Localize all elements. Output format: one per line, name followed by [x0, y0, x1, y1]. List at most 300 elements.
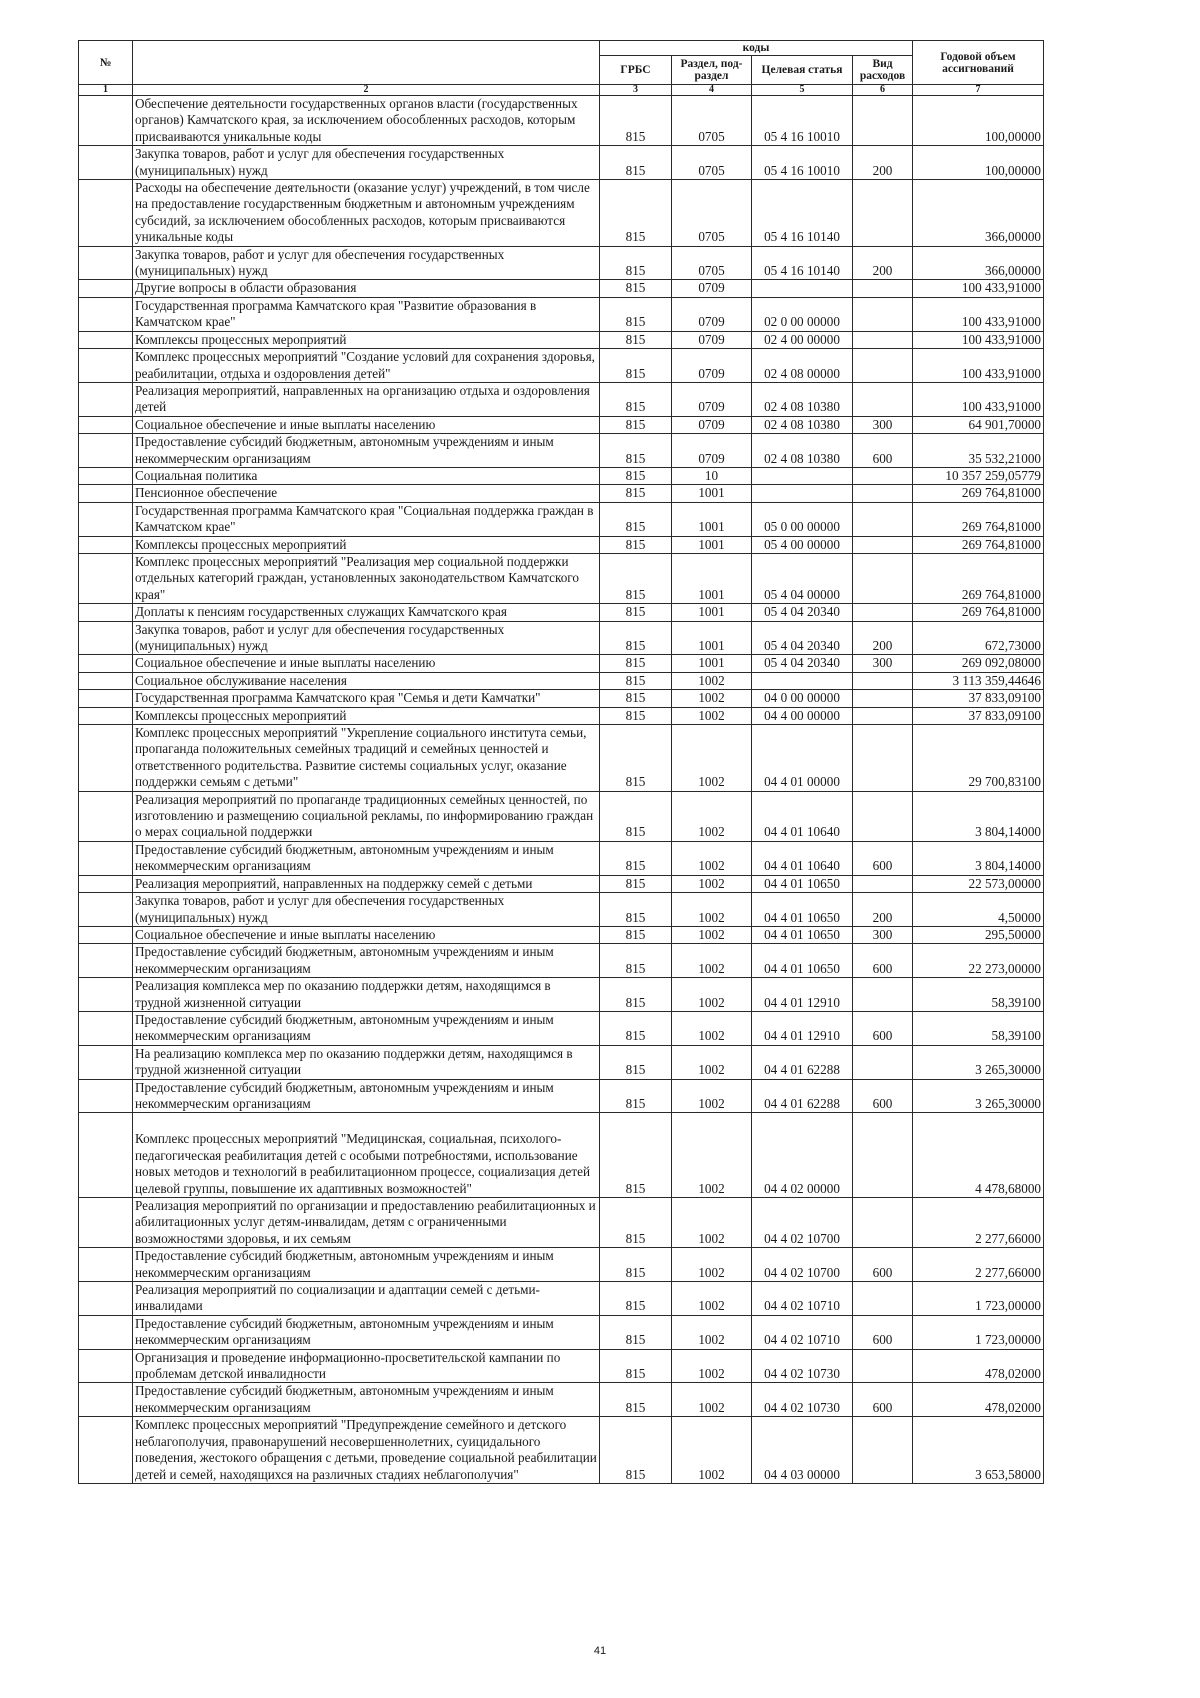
- row-number-cell: [79, 331, 133, 348]
- annual-amount: 4,50000: [913, 893, 1044, 927]
- section-code: 1002: [672, 791, 752, 841]
- table-row: [79, 1113, 1044, 1198]
- section-code: 1001: [672, 502, 752, 536]
- section-code: 1001: [672, 553, 752, 603]
- row-number-cell: [79, 96, 133, 146]
- grbs-code: 815: [600, 926, 672, 943]
- section-code: 1002: [672, 725, 752, 792]
- table-row: [79, 690, 1044, 707]
- grbs-code: 815: [600, 978, 672, 1012]
- grbs-code: 815: [600, 1045, 672, 1079]
- grbs-code: 815: [600, 893, 672, 927]
- expense-name: Предоставление субсидий бюджетным, автономным учреждениям и иным некоммерческим организациям: [133, 1248, 600, 1282]
- expense-type: [853, 978, 913, 1012]
- target-article: 04 4 02 10710: [752, 1315, 853, 1349]
- target-article: 04 4 02 10730: [752, 1349, 853, 1383]
- section-code: 1002: [672, 1248, 752, 1282]
- row-number-cell: [79, 604, 133, 621]
- table-row: [79, 434, 1044, 468]
- grbs-code: 815: [600, 944, 672, 978]
- grbs-code: 815: [600, 1383, 672, 1417]
- table-row: [79, 1417, 1044, 1484]
- annual-amount: 22 273,00000: [913, 944, 1044, 978]
- section-code: 0705: [672, 180, 752, 247]
- expense-type: 600: [853, 1383, 913, 1417]
- target-article: [752, 280, 853, 297]
- row-number-cell: [79, 1349, 133, 1383]
- row-number-cell: [79, 926, 133, 943]
- expense-name: Комплексы процессных мероприятий: [133, 536, 600, 553]
- expense-type: 200: [853, 246, 913, 280]
- column-numbers-row: [79, 85, 1044, 96]
- grbs-code: 815: [600, 791, 672, 841]
- table-row: [79, 349, 1044, 383]
- expense-name: На реализацию комплекса мер по оказанию поддержки детям, находящимся в трудной жизненной ситуации: [133, 1045, 600, 1079]
- expense-name: Комплекс процессных мероприятий "Укрепление социального института семьи, пропаганда положительных семейных традиций и семейных ценностей и ответственного родительства. Развитие системы социальных услуг, оказание поддержки семьям с детьми": [133, 725, 600, 792]
- annual-amount: 1 723,00000: [913, 1315, 1044, 1349]
- row-number-cell: [79, 841, 133, 875]
- expense-type: [853, 604, 913, 621]
- table-row: [79, 297, 1044, 331]
- expense-name: Пенсионное обеспечение: [133, 485, 600, 502]
- target-article: 05 4 04 00000: [752, 553, 853, 603]
- row-number-cell: [79, 180, 133, 247]
- expense-name: Другие вопросы в области образования: [133, 280, 600, 297]
- section-code: 1002: [672, 1349, 752, 1383]
- header-no: №: [79, 41, 133, 85]
- expense-type: [853, 96, 913, 146]
- annual-amount: 3 804,14000: [913, 841, 1044, 875]
- table-row: [79, 1248, 1044, 1282]
- expense-type: [853, 485, 913, 502]
- table-row: [79, 1383, 1044, 1417]
- grbs-code: 815: [600, 621, 672, 655]
- expense-type: 300: [853, 655, 913, 672]
- table-row: [79, 926, 1044, 943]
- target-article: 05 4 00 00000: [752, 536, 853, 553]
- table-row: [79, 1349, 1044, 1383]
- target-article: 04 4 02 00000: [752, 1113, 853, 1198]
- expense-type: 600: [853, 1248, 913, 1282]
- expense-name: Социальная политика: [133, 467, 600, 484]
- table-row: [79, 146, 1044, 180]
- section-code: 0709: [672, 349, 752, 383]
- section-code: 1002: [672, 978, 752, 1012]
- grbs-code: 815: [600, 672, 672, 689]
- expense-name: Закупка товаров, работ и услуг для обеспечения государственных (муниципальных) нужд: [133, 146, 600, 180]
- expense-name: Предоставление субсидий бюджетным, автономным учреждениям и иным некоммерческим организациям: [133, 1315, 600, 1349]
- expense-name: Предоставление субсидий бюджетным, автономным учреждениям и иным некоммерческим организациям: [133, 1079, 600, 1113]
- row-number-cell: [79, 1198, 133, 1248]
- annual-amount: 58,39100: [913, 1011, 1044, 1045]
- target-article: 04 4 01 10650: [752, 875, 853, 892]
- annual-amount: 672,73000: [913, 621, 1044, 655]
- expense-type: 600: [853, 1079, 913, 1113]
- section-code: 0709: [672, 280, 752, 297]
- table-row: [79, 382, 1044, 416]
- target-article: 04 4 01 10640: [752, 841, 853, 875]
- section-code: 1002: [672, 1113, 752, 1198]
- expense-name: Комплексы процессных мероприятий: [133, 331, 600, 348]
- grbs-code: 815: [600, 536, 672, 553]
- grbs-code: 815: [600, 246, 672, 280]
- expense-type: [853, 1349, 913, 1383]
- expense-type: 600: [853, 434, 913, 468]
- section-code: 1002: [672, 690, 752, 707]
- row-number-cell: [79, 1315, 133, 1349]
- section-code: 1002: [672, 707, 752, 724]
- row-number-cell: [79, 1079, 133, 1113]
- annual-amount: 22 573,00000: [913, 875, 1044, 892]
- expense-name: Предоставление субсидий бюджетным, автономным учреждениям и иным некоммерческим организациям: [133, 1383, 600, 1417]
- annual-amount: 269 764,81000: [913, 604, 1044, 621]
- expense-name: Закупка товаров, работ и услуг для обеспечения государственных (муниципальных) нужд: [133, 893, 600, 927]
- table-row: [79, 553, 1044, 603]
- expense-type: [853, 297, 913, 331]
- table-row: [79, 1079, 1044, 1113]
- grbs-code: 815: [600, 707, 672, 724]
- table-row: [79, 791, 1044, 841]
- header-codes: коды: [600, 41, 913, 56]
- annual-amount: 58,39100: [913, 978, 1044, 1012]
- row-number-cell: [79, 690, 133, 707]
- table-row: [79, 604, 1044, 621]
- expense-name: Предоставление субсидий бюджетным, автономным учреждениям и иным некоммерческим организациям: [133, 841, 600, 875]
- row-number-cell: [79, 297, 133, 331]
- grbs-code: 815: [600, 1248, 672, 1282]
- column-number: 4: [672, 85, 752, 96]
- table-row: [79, 467, 1044, 484]
- target-article: 05 4 04 20340: [752, 621, 853, 655]
- table-row: [79, 1282, 1044, 1316]
- table-row: [79, 180, 1044, 247]
- annual-amount: 2 277,66000: [913, 1198, 1044, 1248]
- annual-amount: 269 092,08000: [913, 655, 1044, 672]
- target-article: 04 4 01 62288: [752, 1045, 853, 1079]
- expense-name: Государственная программа Камчатского края "Социальная поддержка граждан в Камчатском крае": [133, 502, 600, 536]
- expense-type: [853, 349, 913, 383]
- expense-name: Социальное обеспечение и иные выплаты населению: [133, 926, 600, 943]
- grbs-code: 815: [600, 96, 672, 146]
- expense-type: 600: [853, 1011, 913, 1045]
- expense-type: 200: [853, 893, 913, 927]
- annual-amount: 3 265,30000: [913, 1045, 1044, 1079]
- annual-amount: 100 433,91000: [913, 297, 1044, 331]
- annual-amount: 478,02000: [913, 1383, 1044, 1417]
- section-code: 1002: [672, 1383, 752, 1417]
- section-code: 1002: [672, 893, 752, 927]
- section-code: 1002: [672, 1079, 752, 1113]
- expense-type: 200: [853, 146, 913, 180]
- grbs-code: 815: [600, 604, 672, 621]
- row-number-cell: [79, 246, 133, 280]
- section-code: 0705: [672, 96, 752, 146]
- target-article: 04 4 02 10730: [752, 1383, 853, 1417]
- annual-amount: 100 433,91000: [913, 280, 1044, 297]
- grbs-code: 815: [600, 416, 672, 433]
- expense-type: [853, 553, 913, 603]
- target-article: 04 4 02 10700: [752, 1198, 853, 1248]
- target-article: [752, 485, 853, 502]
- table-row: [79, 1315, 1044, 1349]
- expense-type: [853, 502, 913, 536]
- target-article: 02 4 08 00000: [752, 349, 853, 383]
- expense-type: [853, 536, 913, 553]
- target-article: 05 4 16 10140: [752, 180, 853, 247]
- expense-type: [853, 467, 913, 484]
- expense-type: 200: [853, 621, 913, 655]
- expense-name: Комплексы процессных мероприятий: [133, 707, 600, 724]
- row-number-cell: [79, 382, 133, 416]
- target-article: 05 0 00 00000: [752, 502, 853, 536]
- table-row: [79, 502, 1044, 536]
- target-article: 04 4 01 10650: [752, 944, 853, 978]
- table-row: [79, 331, 1044, 348]
- grbs-code: 815: [600, 297, 672, 331]
- target-article: 02 4 08 10380: [752, 382, 853, 416]
- section-code: 0705: [672, 146, 752, 180]
- annual-amount: 269 764,81000: [913, 485, 1044, 502]
- grbs-code: 815: [600, 1315, 672, 1349]
- grbs-code: 815: [600, 1417, 672, 1484]
- grbs-code: 815: [600, 280, 672, 297]
- expense-name: Комплекс процессных мероприятий "Создание условий для сохранения здоровья, реабилитации, отдыха и оздоровления детей": [133, 349, 600, 383]
- expense-name: Предоставление субсидий бюджетным, автономным учреждениям и иным некоммерческим организациям: [133, 1011, 600, 1045]
- table-row: [79, 893, 1044, 927]
- annual-amount: 64 901,70000: [913, 416, 1044, 433]
- header-name: [133, 41, 600, 85]
- annual-amount: 37 833,09100: [913, 690, 1044, 707]
- column-number: 3: [600, 85, 672, 96]
- target-article: 05 4 16 10140: [752, 246, 853, 280]
- grbs-code: 815: [600, 1011, 672, 1045]
- expense-name: Расходы на обеспечение деятельности (оказание услуг) учреждений, в том числе на предоставление государственным бюджетным и автономным учреждениям субсидий, за исключением обособленных расходов, которым присваиваются уникальные коды: [133, 180, 600, 247]
- annual-amount: 269 764,81000: [913, 553, 1044, 603]
- section-code: 1002: [672, 1282, 752, 1316]
- target-article: 04 4 01 12910: [752, 1011, 853, 1045]
- annual-amount: 3 265,30000: [913, 1079, 1044, 1113]
- target-article: 05 4 16 10010: [752, 96, 853, 146]
- expense-type: 600: [853, 1315, 913, 1349]
- row-number-cell: [79, 1113, 133, 1198]
- target-article: 02 0 00 00000: [752, 297, 853, 331]
- section-code: 1001: [672, 655, 752, 672]
- annual-amount: 366,00000: [913, 246, 1044, 280]
- expense-type: [853, 331, 913, 348]
- grbs-code: 815: [600, 485, 672, 502]
- row-number-cell: [79, 553, 133, 603]
- expense-name: Доплаты к пенсиям государственных служащих Камчатского края: [133, 604, 600, 621]
- table-row: [79, 672, 1044, 689]
- table-row: [79, 841, 1044, 875]
- grbs-code: 815: [600, 146, 672, 180]
- target-article: 05 4 04 20340: [752, 655, 853, 672]
- expense-type: [853, 875, 913, 892]
- section-code: 1001: [672, 485, 752, 502]
- section-code: 1001: [672, 604, 752, 621]
- header-grbs: ГРБС: [600, 56, 672, 85]
- grbs-code: 815: [600, 434, 672, 468]
- annual-amount: 10 357 259,05779: [913, 467, 1044, 484]
- annual-amount: 478,02000: [913, 1349, 1044, 1383]
- table-row: [79, 1198, 1044, 1248]
- row-number-cell: [79, 349, 133, 383]
- row-number-cell: [79, 655, 133, 672]
- expense-name: Комплекс процессных мероприятий "Предупреждение семейного и детского неблагополучия, правонарушений несовершеннолетних, суицидального поведения, жестокого обращения с детьми, проведение социальной реабилитации детей и семей, находящихся на различных стадиях неблагополучия": [133, 1417, 600, 1484]
- section-code: 1002: [672, 841, 752, 875]
- table-row: [79, 485, 1044, 502]
- expense-name: Закупка товаров, работ и услуг для обеспечения государственных (муниципальных) нужд: [133, 246, 600, 280]
- expense-type: [853, 791, 913, 841]
- target-article: 04 4 02 10710: [752, 1282, 853, 1316]
- header-row-top: [79, 41, 1044, 56]
- row-number-cell: [79, 467, 133, 484]
- table-row: [79, 536, 1044, 553]
- header-target: Целевая статья: [752, 56, 853, 85]
- budget-table-sheet: [78, 40, 1044, 1484]
- column-number: 6: [853, 85, 913, 96]
- grbs-code: 815: [600, 502, 672, 536]
- annual-amount: 100 433,91000: [913, 382, 1044, 416]
- column-number: 7: [913, 85, 1044, 96]
- section-code: 1002: [672, 672, 752, 689]
- section-code: 1002: [672, 1198, 752, 1248]
- row-number-cell: [79, 485, 133, 502]
- row-number-cell: [79, 791, 133, 841]
- section-code: 10: [672, 467, 752, 484]
- budget-table: [78, 40, 1044, 1484]
- annual-amount: 2 277,66000: [913, 1248, 1044, 1282]
- expense-name: Закупка товаров, работ и услуг для обеспечения государственных (муниципальных) нужд: [133, 621, 600, 655]
- expense-name: Социальное обеспечение и иные выплаты населению: [133, 416, 600, 433]
- grbs-code: 815: [600, 1079, 672, 1113]
- target-article: 04 4 03 00000: [752, 1417, 853, 1484]
- row-number-cell: [79, 146, 133, 180]
- table-row: [79, 978, 1044, 1012]
- annual-amount: 100,00000: [913, 96, 1044, 146]
- grbs-code: 815: [600, 1282, 672, 1316]
- grbs-code: 815: [600, 180, 672, 247]
- expense-type: [853, 382, 913, 416]
- header-type: Вид расходов: [853, 56, 913, 85]
- annual-amount: 269 764,81000: [913, 536, 1044, 553]
- target-article: 02 4 08 10380: [752, 434, 853, 468]
- annual-amount: 100 433,91000: [913, 331, 1044, 348]
- row-number-cell: [79, 944, 133, 978]
- table-row: [79, 621, 1044, 655]
- table-row: [79, 725, 1044, 792]
- section-code: 1001: [672, 536, 752, 553]
- target-article: 04 4 01 10650: [752, 893, 853, 927]
- annual-amount: 3 804,14000: [913, 791, 1044, 841]
- table-row: [79, 246, 1044, 280]
- column-number: 2: [133, 85, 600, 96]
- annual-amount: 4 478,68000: [913, 1113, 1044, 1198]
- target-article: [752, 467, 853, 484]
- annual-amount: 100,00000: [913, 146, 1044, 180]
- expense-type: 300: [853, 926, 913, 943]
- expense-type: [853, 725, 913, 792]
- expense-type: [853, 180, 913, 247]
- target-article: [752, 672, 853, 689]
- annual-amount: 100 433,91000: [913, 349, 1044, 383]
- grbs-code: 815: [600, 655, 672, 672]
- row-number-cell: [79, 1417, 133, 1484]
- expense-name: Государственная программа Камчатского края "Семья и дети Камчатки": [133, 690, 600, 707]
- expense-name: Государственная программа Камчатского края "Развитие образования в Камчатском крае": [133, 297, 600, 331]
- grbs-code: 815: [600, 553, 672, 603]
- row-number-cell: [79, 621, 133, 655]
- row-number-cell: [79, 416, 133, 433]
- table-row: [79, 875, 1044, 892]
- grbs-code: 815: [600, 690, 672, 707]
- column-number: 5: [752, 85, 853, 96]
- expense-type: [853, 707, 913, 724]
- target-article: 04 4 01 62288: [752, 1079, 853, 1113]
- expense-type: 300: [853, 416, 913, 433]
- table-row: [79, 707, 1044, 724]
- row-number-cell: [79, 434, 133, 468]
- table-row: [79, 1011, 1044, 1045]
- annual-amount: 35 532,21000: [913, 434, 1044, 468]
- annual-amount: 37 833,09100: [913, 707, 1044, 724]
- grbs-code: 815: [600, 331, 672, 348]
- row-number-cell: [79, 672, 133, 689]
- section-code: 1002: [672, 1045, 752, 1079]
- target-article: 02 4 00 00000: [752, 331, 853, 348]
- grbs-code: 815: [600, 1349, 672, 1383]
- expense-type: [853, 1113, 913, 1198]
- target-article: 04 0 00 00000: [752, 690, 853, 707]
- row-number-cell: [79, 1282, 133, 1316]
- grbs-code: 815: [600, 875, 672, 892]
- annual-amount: 3 113 359,44646: [913, 672, 1044, 689]
- target-article: 04 4 01 00000: [752, 725, 853, 792]
- section-code: 0709: [672, 331, 752, 348]
- expense-name: Обеспечение деятельности государственных органов власти (государственных органов) Камчатского края, за исключением обособленных расходов, которым присваиваются уникальные коды: [133, 96, 600, 146]
- expense-type: [853, 672, 913, 689]
- expense-name: Реализация мероприятий, направленных на поддержку семей с детьми: [133, 875, 600, 892]
- table-row: [79, 655, 1044, 672]
- grbs-code: 815: [600, 382, 672, 416]
- expense-type: 600: [853, 944, 913, 978]
- annual-amount: 269 764,81000: [913, 502, 1044, 536]
- expense-type: [853, 690, 913, 707]
- expense-type: 600: [853, 841, 913, 875]
- expense-name: Социальное обеспечение и иные выплаты населению: [133, 655, 600, 672]
- grbs-code: 815: [600, 467, 672, 484]
- expense-name: Комплекс процессных мероприятий "Медицинская, социальная, психолого-педагогическая реабилитация детей с особыми потребностями, использование новых методов и технологий в реабилитационном процессе, социализация детей целевой группы, повышение их адаптивных возможностей": [133, 1113, 600, 1198]
- row-number-cell: [79, 1383, 133, 1417]
- target-article: 04 4 01 10650: [752, 926, 853, 943]
- row-number-cell: [79, 707, 133, 724]
- expense-type: [853, 1282, 913, 1316]
- target-article: 04 4 02 10700: [752, 1248, 853, 1282]
- target-article: 04 4 01 10640: [752, 791, 853, 841]
- column-number: 1: [79, 85, 133, 96]
- row-number-cell: [79, 1011, 133, 1045]
- target-article: 02 4 08 10380: [752, 416, 853, 433]
- row-number-cell: [79, 280, 133, 297]
- row-number-cell: [79, 978, 133, 1012]
- expense-name: Реализация мероприятий, направленных на организацию отдыха и оздоровления детей: [133, 382, 600, 416]
- table-row: [79, 96, 1044, 146]
- row-number-cell: [79, 893, 133, 927]
- annual-amount: 1 723,00000: [913, 1282, 1044, 1316]
- row-number-cell: [79, 502, 133, 536]
- page-number: 41: [593, 1645, 607, 1657]
- expense-name: Предоставление субсидий бюджетным, автономным учреждениям и иным некоммерческим организациям: [133, 944, 600, 978]
